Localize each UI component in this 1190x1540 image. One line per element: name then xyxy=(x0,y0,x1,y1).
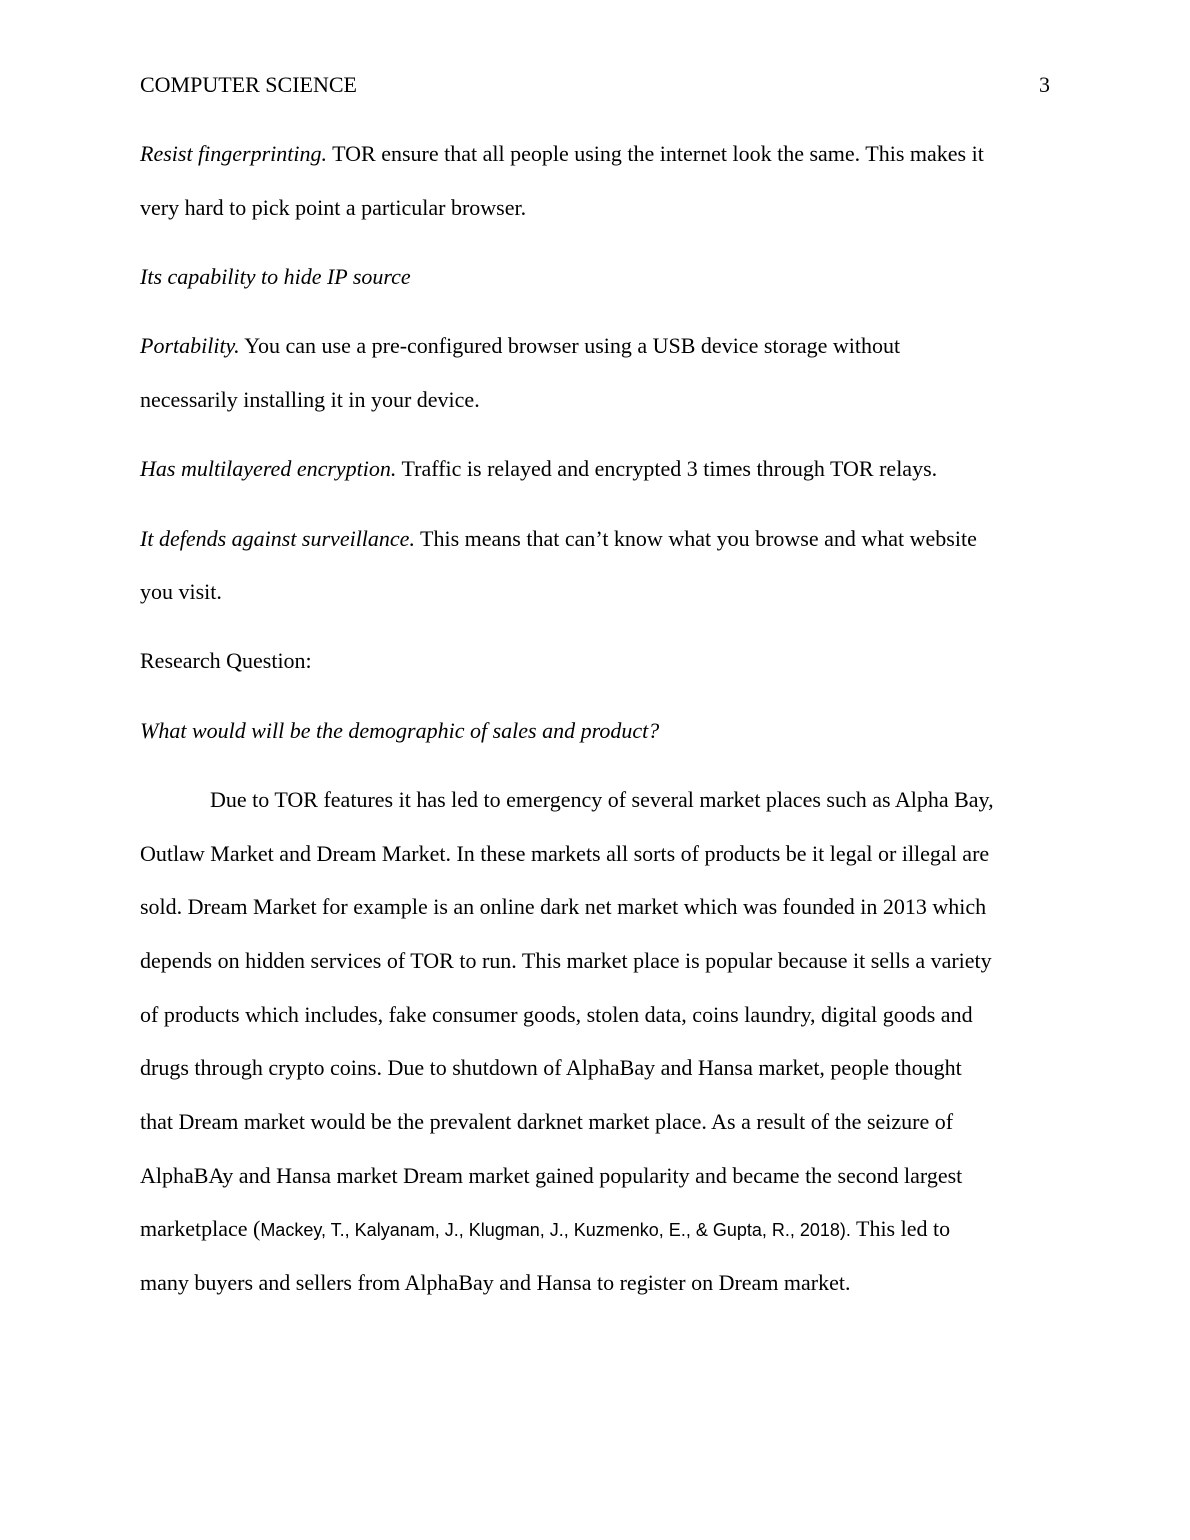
paragraph-line: of products which includes, fake consumer goods, stolen data, coins laundry, digital goods and xyxy=(140,1002,973,1027)
paragraph-text: This led to xyxy=(850,1216,951,1241)
feature-resist-line-2: very hard to pick point a particular browser. xyxy=(140,195,527,220)
paragraph-line: that Dream market would be the prevalent darknet market place. As a result of the seizure of xyxy=(140,1109,954,1134)
paragraph-text: marketplace ( xyxy=(140,1216,261,1241)
feature-multilayered-title: Has multilayered encryption. xyxy=(140,456,397,481)
feature-hide-ip-title: Its capability to hide IP source xyxy=(140,264,411,289)
feature-portability-line-1 xyxy=(140,331,1060,361)
paragraph-line-citation xyxy=(140,1214,1060,1244)
feature-portability-line-2: necessarily installing it in your device. xyxy=(140,387,480,412)
research-question-label: Research Question: xyxy=(140,648,312,673)
feature-resist-title: Resist fingerprinting. xyxy=(140,141,327,166)
feature-resist-line-1 xyxy=(140,139,1060,169)
feature-surveillance-line-1 xyxy=(140,524,1060,554)
citation: Mackey, T., Kalyanam, J., Klugman, J., Kuzmenko, E., & Gupta, R., 2018). xyxy=(260,1220,851,1240)
feature-surveillance-line-2: you visit. xyxy=(140,579,222,604)
paragraph-line: Due to TOR features it has led to emergency of several market places such as Alpha Bay, xyxy=(210,787,994,812)
page-header xyxy=(140,70,1050,100)
feature-multilayered-line xyxy=(140,454,1060,484)
feature-resist-text: TOR ensure that all people using the internet look the same. This makes it xyxy=(327,141,984,166)
feature-portability-text: You can use a pre-configured browser using a USB device storage without xyxy=(239,333,901,358)
running-head: COMPUTER SCIENCE xyxy=(140,72,357,97)
feature-surveillance-title: It defends against surveillance. xyxy=(140,526,415,551)
research-question-text: What would will be the demographic of sales and product? xyxy=(140,718,660,743)
page-number: 3 xyxy=(1039,72,1050,97)
paragraph-line: depends on hidden services of TOR to run. This market place is popular because it sells a variety xyxy=(140,948,992,973)
paragraph-line: sold. Dream Market for example is an online dark net market which was founded in 2013 which xyxy=(140,894,987,919)
feature-portability-title: Portability. xyxy=(140,333,240,358)
feature-surveillance-text: This means that can’t know what you browse and what website xyxy=(414,526,977,551)
paragraph-line: AlphaBAy and Hansa market Dream market gained popularity and became the second largest xyxy=(140,1163,963,1188)
paragraph-line: many buyers and sellers from AlphaBay and Hansa to register on Dream market. xyxy=(140,1270,851,1295)
paragraph-line: drugs through crypto coins. Due to shutdown of AlphaBay and Hansa market, people thought xyxy=(140,1055,962,1080)
paragraph-line: Outlaw Market and Dream Market. In these markets all sorts of products be it legal or illegal are xyxy=(140,841,990,866)
feature-multilayered-text: Traffic is relayed and encrypted 3 times through TOR relays. xyxy=(396,456,938,481)
